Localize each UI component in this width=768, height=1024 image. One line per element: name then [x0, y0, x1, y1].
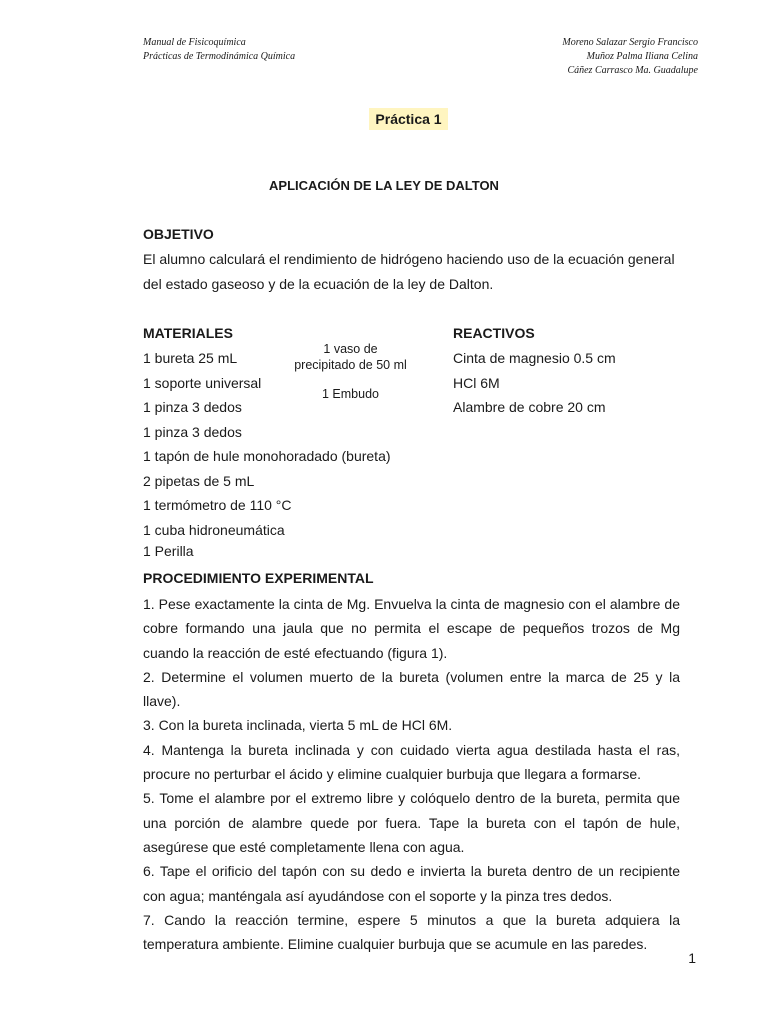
- procedure-step: 3. Con la bureta inclinada, vierta 5 mL de HCl 6M.: [143, 717, 453, 734]
- materiales-heading: MATERIALES: [143, 325, 233, 341]
- page-number: 1: [688, 950, 696, 966]
- material-item: 1 termómetro de 110 °C: [143, 497, 292, 513]
- procedure-step: 7. Cando la reacción termine, espere 5 minutos a que la bureta adquiera la temperatura ambiente. Elimine cualquier burbuja que se acumule en las paredes.: [143, 911, 680, 953]
- material-item: 1 tapón de hule monohoradado (bureta): [143, 448, 391, 464]
- material-item: 1 cuba hidroneumática: [143, 521, 285, 538]
- procedimiento-heading: PROCEDIMIENTO EXPERIMENTAL: [143, 570, 374, 586]
- header-left: [143, 36, 295, 64]
- material-item: 1 soporte universal: [143, 374, 262, 391]
- procedure-step: 4. Mantenga la bureta inclinada y con cuidado vierta agua destilada hasta el ras, procure no perturbar el ácido y elimine cualquier burbuja que llegara a formarse.: [143, 741, 680, 783]
- header-author-1: Moreno Salazar Sergio Francisco: [562, 37, 698, 48]
- procedimiento-steps: [143, 592, 680, 956]
- header-manual-title: Manual de Fisicoquímica: [143, 37, 246, 48]
- reactivo-item: Alambre de cobre 20 cm: [453, 399, 606, 415]
- header-manual-subtitle: Prácticas de Termodinámica Química: [143, 51, 296, 62]
- procedure-step: 5. Tome el alambre por el extremo libre y colóquelo dentro de la bureta, permita que una porción de alambre quede por fuera. Tape la bureta con el tapón de hule, asegúrese que esté completamente llena con agua.: [143, 790, 680, 855]
- header-author-3: Cáñez Carrasco Ma. Guadalupe: [567, 65, 698, 76]
- material-extra-line: 1 vaso de: [323, 342, 378, 356]
- document-title: APLICACIÓN DE LA LEY DE DALTON: [269, 178, 499, 193]
- material-item: 1 Perilla: [143, 543, 194, 559]
- material-item: 1 pinza 3 dedos: [143, 399, 242, 415]
- material-extra-line: 1 Embudo: [322, 387, 379, 401]
- reactivos-heading: REACTIVOS: [453, 325, 535, 341]
- material-item: 1 bureta 25 mL: [143, 350, 238, 366]
- header-author-2: Muñoz Palma Iliana Celina: [586, 51, 698, 62]
- objetivo-heading: OBJETIVO: [143, 226, 214, 242]
- material-item: 2 pipetas de 5 mL: [143, 472, 255, 489]
- material-extra-line: precipitado de 50 ml: [294, 358, 407, 372]
- material-item: 1 pinza 3 dedos: [143, 423, 242, 440]
- procedure-step: 6. Tape el orificio del tapón con su dedo e invierta la bureta dentro de un recipiente con agua; manténgala así ayudándose con el soporte y la pinza tres dedos.: [143, 863, 680, 904]
- header-right: [562, 36, 698, 78]
- objetivo-text: El alumno calculará el rendimiento de hidrógeno haciendo uso de la ecuación general del estado gaseoso y de la ecuación de la ley de Dalton.: [143, 251, 675, 292]
- practica-label: Práctica 1: [369, 108, 448, 130]
- reactivo-item: HCl 6M: [453, 374, 500, 391]
- procedure-step: 2. Determine el volumen muerto de la bureta (volumen entre la marca de 25 y la llave).: [143, 668, 680, 710]
- reactivo-item: Cinta de magnesio 0.5 cm: [453, 350, 616, 366]
- reactivos-list: [453, 346, 616, 420]
- procedure-step: 1. Pese exactamente la cinta de Mg. Envuelva la cinta de magnesio con el alambre de cobre formando una jaula que no permita el escape de pequeños trozos de Mg cuando la reacción de esté efectuando (figura 1).: [143, 596, 680, 661]
- materiales-extra: [283, 341, 418, 402]
